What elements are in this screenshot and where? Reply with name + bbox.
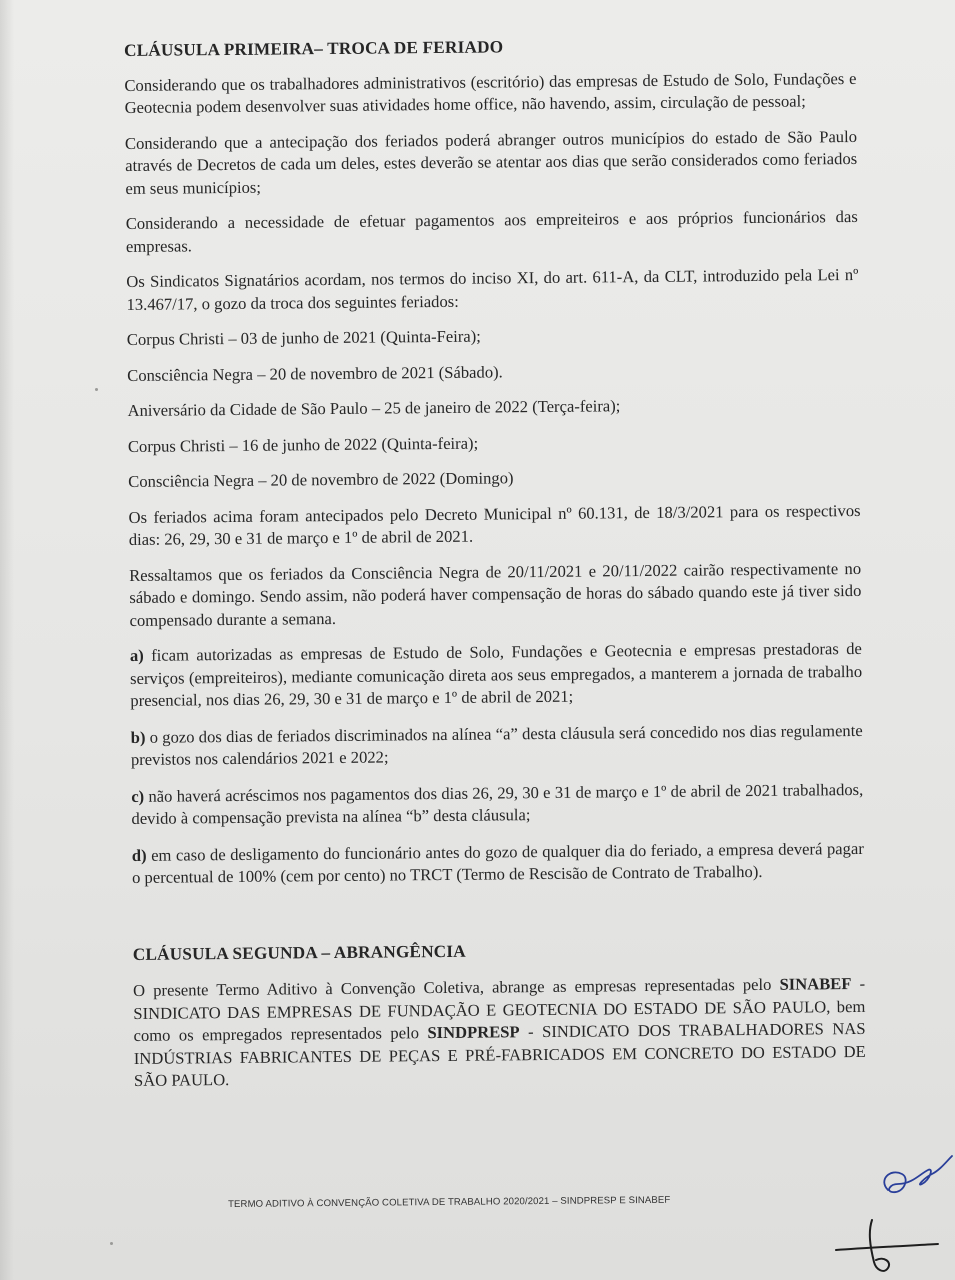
- scope-text: O presente Termo Aditivo à Convenção Coletiva, abrange as empresas representadas pelo: [133, 974, 780, 1000]
- paragraph: Considerando que os trabalhadores administrativos (escritório) das empresas de Estudo de Solo, Fundações e Geotecnia podem desenvolver suas atividades home office, não havendo, assim, circulação de pessoal;: [124, 68, 857, 117]
- item-marker: d): [131, 845, 147, 865]
- paragraph: Considerando a necessidade de efetuar pagamentos aos empreiteiros e aos próprios funcionários das empresas.: [125, 206, 858, 256]
- clause-item-a: [130, 638, 863, 713]
- holiday-line: Consciência Negra – 20 de novembro de 2021 (Sábado).: [127, 361, 503, 385]
- holiday-line: Corpus Christi – 16 de junho de 2022 (Quinta-feira);: [127, 433, 479, 456]
- item-text: ficam autorizadas as empresas de Estudo de Solo, Fundações e Geotecnia e empresas prestadoras de serviços (empreiteiros), mediante comunicação direta aos seus empregados, a manterem a jornada de trabalho presencial, nos dias 26, 29, 30 e 31 de março e 1º de abril de 2021;: [130, 638, 863, 710]
- item-text: em caso de desligamento do funcionário antes do gozo de qualquer dia do feriado, a empresa deverá pagar o percentual de 100% (cem por cento) no TRCT (Termo de Rescisão de Contrato de Trabalho).: [131, 838, 864, 887]
- clause-2-title: CLÁUSULA SEGUNDA – ABRANGÊNCIA: [132, 941, 466, 964]
- item-marker: b): [130, 727, 146, 747]
- holiday-line: Consciência Negra – 20 de novembro de 2022 (Domingo): [128, 468, 514, 491]
- page-footer: TERMO ADITIVO À CONVENÇÃO COLETIVA DE TRABALHO 2020/2021 – SINDPRESP E SINABEF: [228, 1194, 671, 1210]
- initials-signature: [868, 1140, 954, 1210]
- clause-1-title: CLÁUSULA PRIMEIRA– TROCA DE FERIADO: [124, 37, 504, 60]
- holiday-line: Corpus Christi – 03 de junho de 2021 (Quinta-Feira);: [126, 326, 481, 349]
- clause-item-b: [131, 719, 863, 771]
- scope-text: - SINDICATO DAS EMPRESAS DE FUNDAÇÃO E GEOTECNIA DO ESTADO DE SÃO PAULO, bem como os empregados representados pelo: [133, 973, 866, 1045]
- item-marker: c): [131, 786, 145, 806]
- item-text: não haverá acréscimos nos pagamentos dos dias 26, 29, 30 e 31 de março e 1º de abril de 2021 trabalhados, devido à compensação prevista na alínea “b” desta cláusula;: [131, 779, 864, 828]
- scope-text: - SINDICATO DOS TRABALHADORES NAS INDÚSTRIAS FABRICANTES DE PEÇAS E PRÉ-FABRICADOS EM CONCRETO DO ESTADO DE SÃO PAULO.: [133, 1018, 866, 1090]
- document-body: [124, 33, 866, 1105]
- scan-edge-shadow: [0, 0, 14, 1280]
- paragraph: Considerando que a antecipação dos feriados poderá abranger outros municípios do estado de São Paulo através de Decretos de cada um deles, estes deverão se atentar aos dias que serão considerados como feriados em seus municípios;: [124, 126, 858, 198]
- clause-item-c: [131, 778, 863, 830]
- paragraph: Os Sindicatos Signatários acordam, nos termos do inciso XI, do art. 611-A, da CLT, introduzido pela Lei nº 13.467/17, o gozo da troca dos seguintes feriados:: [126, 264, 859, 314]
- paragraph: Ressaltamos que os feriados da Consciência Negra de 20/11/2021 e 20/11/2022 cairão respectivamente no sábado e domingo. Sendo assim, não poderá haver compensação de horas do sábado quando este já tiver sido compensado durante a semana.: [129, 558, 862, 630]
- scan-speck: [95, 388, 98, 391]
- sindpresp-name: SINDPRESP: [427, 1022, 520, 1043]
- scan-speck: [110, 1242, 113, 1245]
- item-marker: a): [129, 645, 144, 665]
- paragraph: Os feriados acima foram antecipados pelo Decreto Municipal nº 60.131, de 18/3/2021 para os respectivos dias: 26, 29, 30 e 31 de março e 1º de abril de 2021.: [128, 500, 861, 549]
- clause-item-d: [132, 837, 864, 889]
- scope-paragraph: [133, 973, 866, 1093]
- sinabef-name: SINABEF: [779, 974, 852, 994]
- item-text: o gozo dos dias de feriados discriminados na alínea “a” desta cláusula será concedido nos dias regulamente previstos nos calendários 2021 e 2022;: [130, 720, 863, 769]
- handwritten-signature: [832, 1212, 942, 1280]
- holiday-line: Aniversário da Cidade de São Paulo – 25 de janeiro de 2022 (Terça-feira);: [127, 396, 621, 420]
